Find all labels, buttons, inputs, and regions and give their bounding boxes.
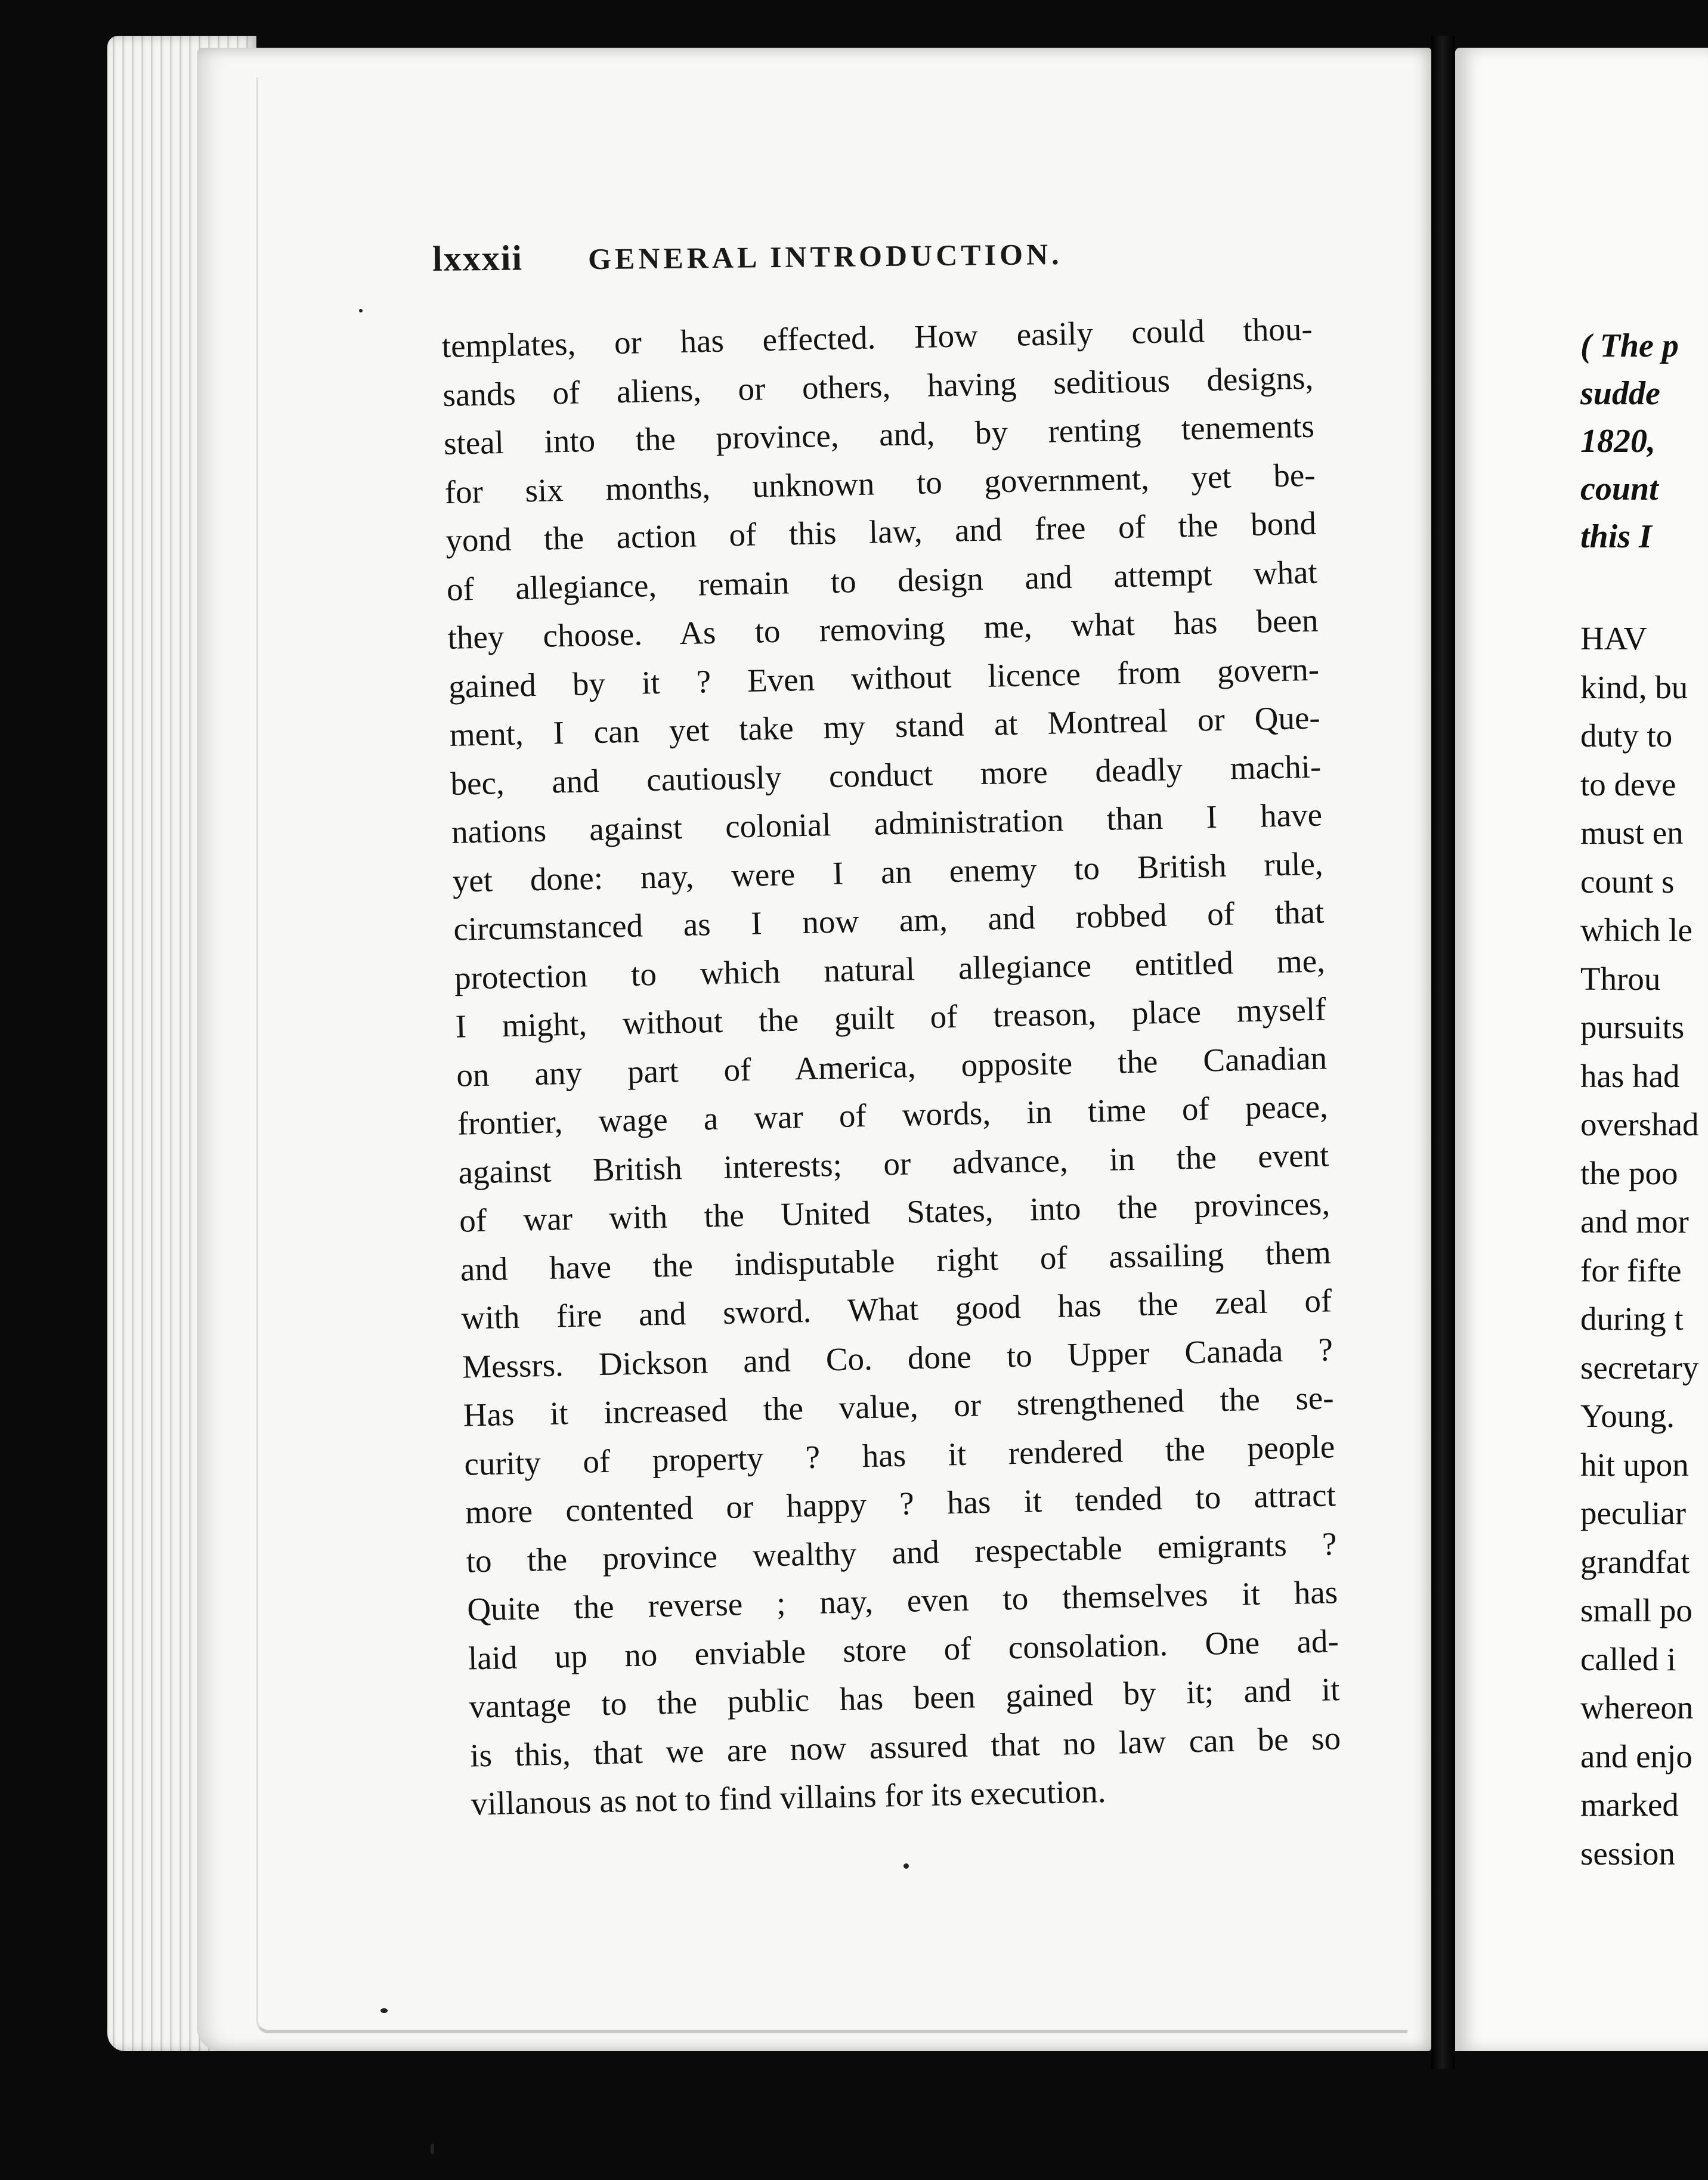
text-line: they choose. As to removing me, what has been: [447, 602, 1319, 656]
text-line: during t: [1580, 1300, 1684, 1337]
text-line: frontier, wage a war of words, in time of peace,: [457, 1088, 1329, 1142]
heading-line: 1820,: [1580, 423, 1656, 460]
right-page-body-text: [1580, 614, 1708, 1878]
text-line: nations against colonial administration than I have: [451, 796, 1323, 850]
text-line: Throu: [1580, 960, 1661, 997]
text-line: and enjo: [1580, 1738, 1692, 1775]
text-line: to deve: [1580, 766, 1676, 803]
text-line: must en: [1580, 815, 1684, 851]
text-line: which le: [1580, 912, 1692, 948]
book-gutter: [1431, 36, 1455, 2069]
text-line: HAV: [1580, 620, 1648, 657]
text-line: on any part of America, opposite the Canadian: [456, 1039, 1328, 1094]
text-line: pursuits: [1580, 1009, 1685, 1045]
ink-speck: [903, 1863, 909, 1869]
ink-speck: [359, 309, 363, 312]
text-line: laid up no enviable store of consolation. One ad-: [468, 1622, 1339, 1677]
page-number: lxxxii: [432, 238, 524, 278]
text-line: to the province wealthy and respectable emigrants ?: [466, 1525, 1338, 1580]
heading-line: count: [1580, 470, 1659, 507]
ink-speck: [431, 2144, 434, 2154]
text-line: peculiar: [1580, 1495, 1687, 1531]
text-line: session: [1580, 1835, 1675, 1872]
text-line: curity of property ? has it rendered the people: [463, 1427, 1335, 1482]
text-line: more contented or happy ? has it tended to attract: [465, 1476, 1336, 1531]
text-line: steal into the province, and, by renting tenements: [443, 407, 1315, 462]
text-line: is this, that we are now assured that no law can be so: [469, 1719, 1341, 1774]
text-line: and mor: [1580, 1203, 1689, 1240]
text-line: circumstanced as I now am, and robbed of that: [453, 893, 1325, 947]
text-line: for fifte: [1580, 1252, 1682, 1289]
text-line: sands of aliens, or others, having seditious designs,: [442, 359, 1314, 413]
left-page-body-text: [441, 305, 1342, 1828]
text-line: ment, I can yet take my stand at Montreal or Que-: [449, 699, 1321, 753]
text-line: for six months, unknown to government, yet be-: [444, 456, 1316, 510]
text-line: the poo: [1580, 1154, 1678, 1191]
text-line: has had: [1580, 1057, 1680, 1094]
text-line: kind, bu: [1580, 668, 1688, 705]
text-line: protection to which natural allegiance entitled me,: [454, 942, 1326, 996]
text-line: yet done: nay, were I an enemy to British rule,: [452, 845, 1324, 899]
text-line: bec, and cautiously conduct more deadly machi-: [450, 748, 1322, 802]
text-line: and have the indisputable right of assailing them: [460, 1233, 1332, 1288]
text-line: templates, or has effected. How easily could thou-: [441, 310, 1313, 364]
text-line: yond the action of this law, and free of the bond: [445, 504, 1317, 559]
text-line: of allegiance, remain to design and attempt what: [446, 553, 1318, 608]
text-line: with fire and sword. What good has the zeal of: [460, 1282, 1332, 1336]
text-line: I might, without the guilt of treason, place myself: [455, 990, 1327, 1045]
text-line: grandfat: [1580, 1543, 1690, 1580]
text-line: gained by it ? Even without licence from govern-: [448, 651, 1320, 705]
text-line: overshad: [1580, 1106, 1699, 1142]
heading-line: sudde: [1580, 375, 1660, 412]
text-line: secretary: [1580, 1349, 1699, 1386]
running-title: GENERAL INTRODUCTION.: [587, 237, 1063, 276]
text-line: count s: [1580, 863, 1675, 900]
text-line: Messrs. Dickson and Co. done to Upper Canada ?: [462, 1330, 1333, 1385]
text-line: villanous as not to find villains for its execution.: [471, 1773, 1107, 1822]
text-line: Quite the reverse ; nay, even to themselves it has: [466, 1574, 1338, 1628]
text-line: hit upon: [1580, 1446, 1689, 1483]
text-line: marked: [1580, 1786, 1679, 1823]
text-line: Has it increased the value, or strengthened the se-: [463, 1379, 1335, 1433]
text-line: small po: [1580, 1592, 1692, 1628]
heading-line: ( The p: [1580, 327, 1679, 364]
heading-line: this I: [1580, 518, 1652, 555]
text-line: against British interests; or advance, in the event: [458, 1136, 1329, 1191]
text-line: of war with the United States, into the provinces,: [459, 1185, 1330, 1239]
running-head: [432, 231, 1149, 280]
text-line: called i: [1580, 1640, 1676, 1677]
text-line: whereon: [1580, 1689, 1694, 1726]
text-line: duty to: [1580, 717, 1673, 754]
text-line: Young.: [1580, 1398, 1675, 1434]
right-page-heading: [1580, 322, 1708, 561]
ink-speck: [380, 2008, 388, 2013]
text-line: vantage to the public has been gained by it; and it: [469, 1671, 1340, 1725]
